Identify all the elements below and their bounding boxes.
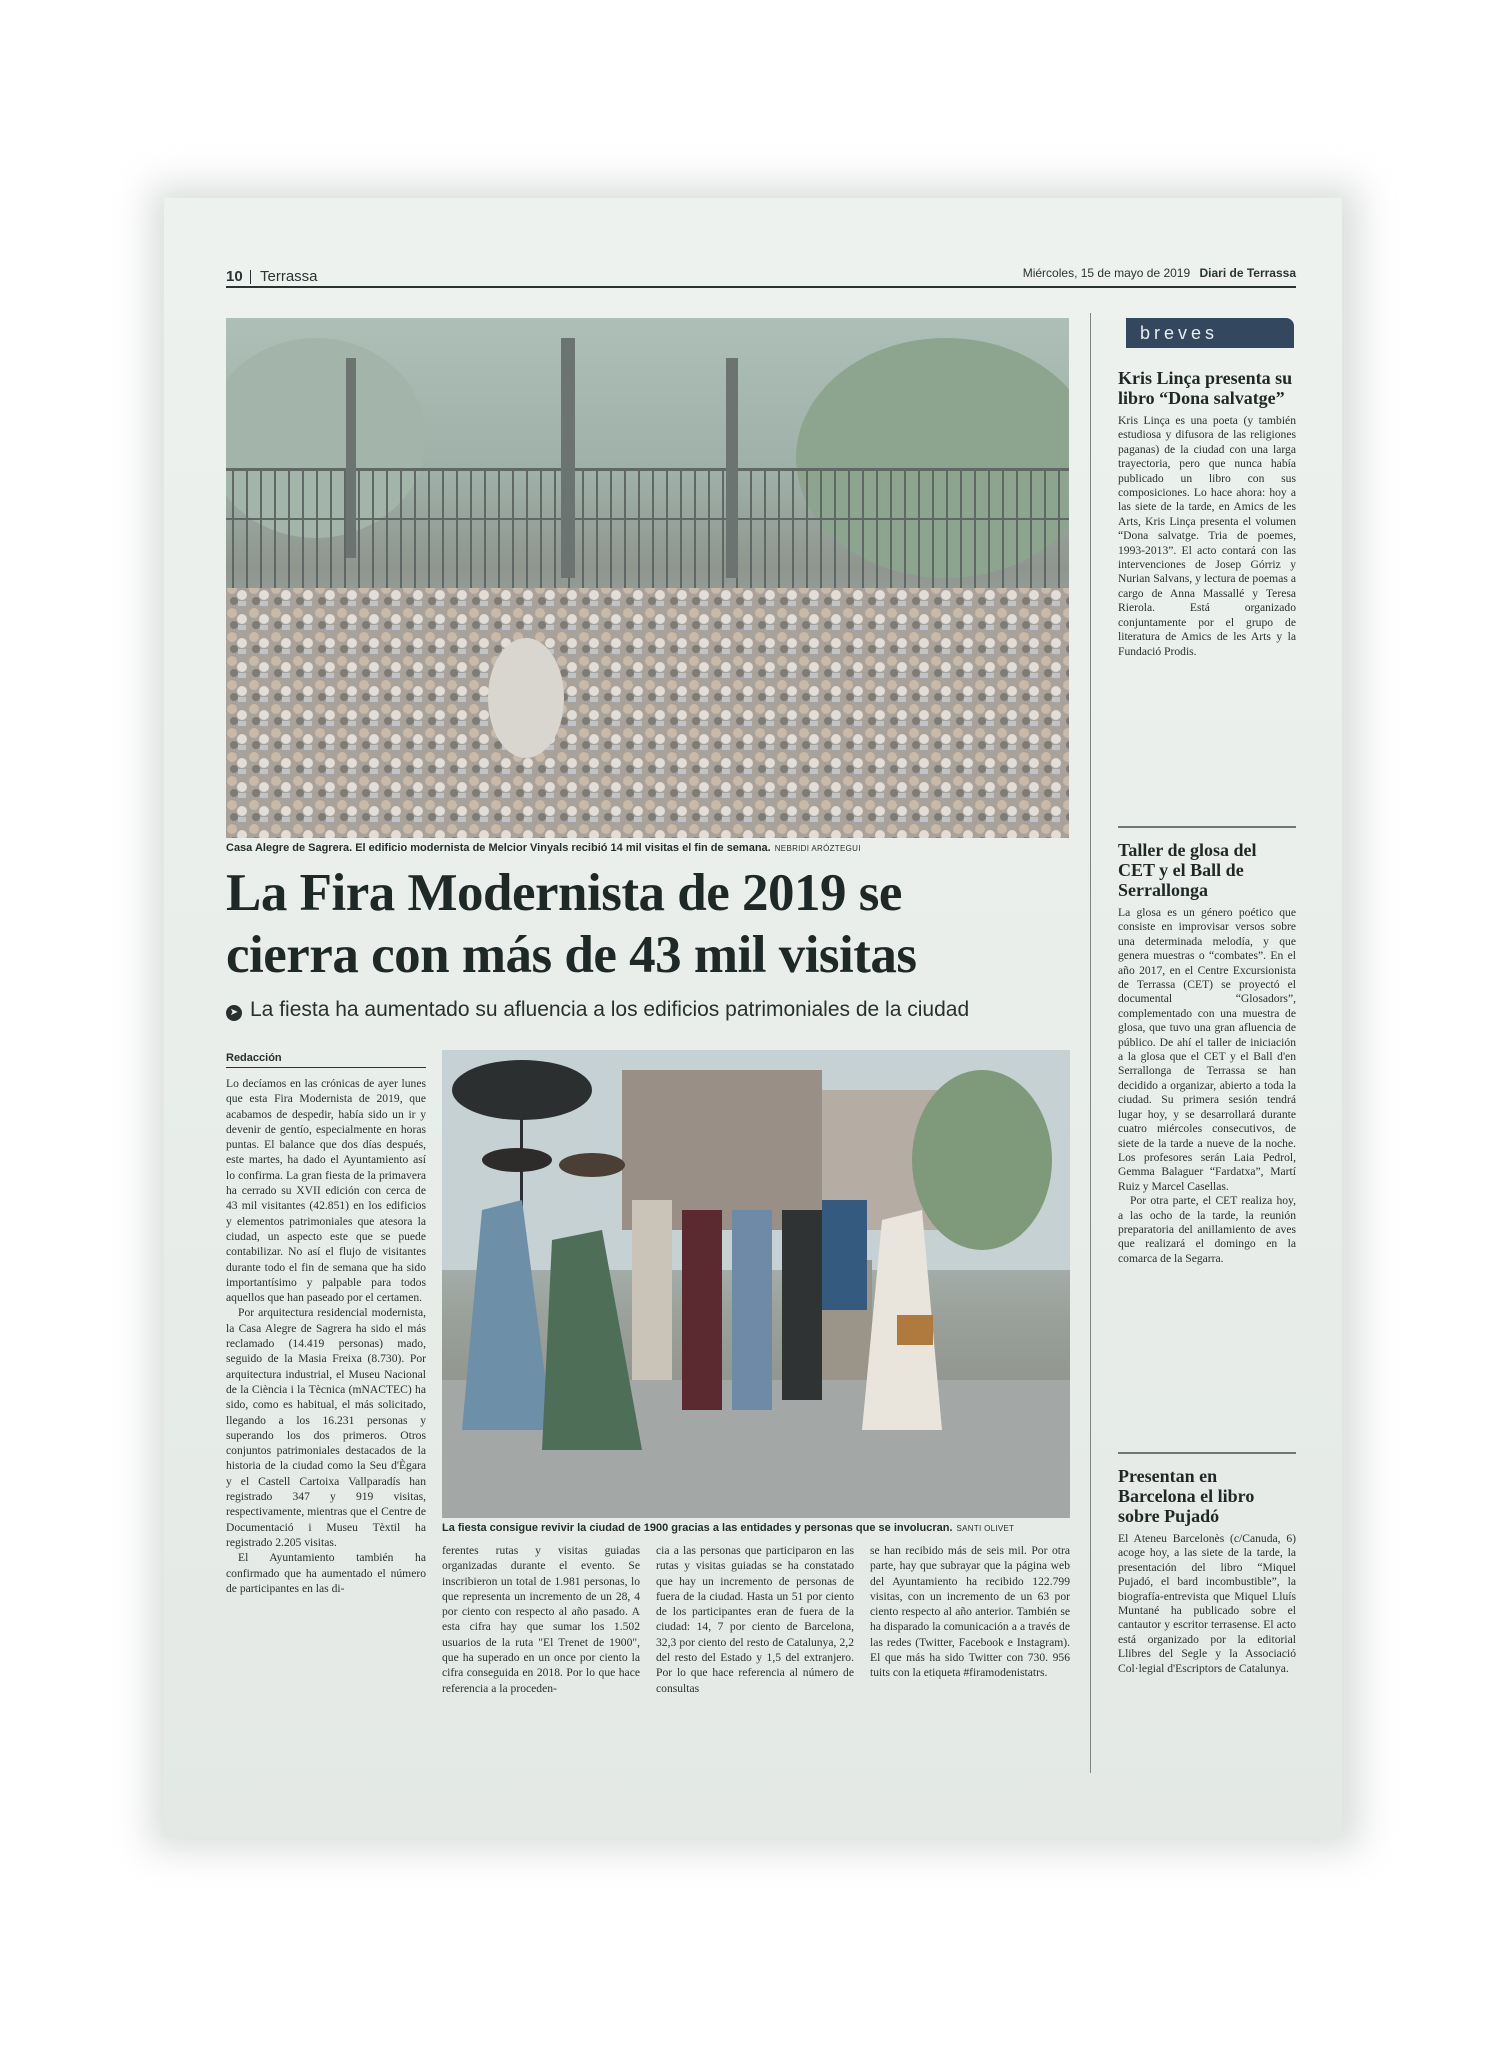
page-number: 10: [226, 268, 243, 285]
article-column-4: [870, 1543, 1070, 1681]
article-column-2: [442, 1543, 640, 1696]
byline-rule: [226, 1067, 426, 1068]
article-column-3: [656, 1543, 854, 1696]
top-photo-caption: [226, 841, 1069, 856]
bottom-caption-text: La fiesta consigue revivir la ciudad de 1900 gracias a las entidades y personas que se involucran.: [442, 1522, 953, 1534]
sidebar-divider: [1090, 313, 1091, 1773]
date-line: [924, 266, 1296, 280]
breve-2-text-2: Por otra parte, el CET realiza hoy, a las ocho de la tarde, la reunión preparatoria del anillamiento de aves que realizará el domingo en la comarca de la Segarra.: [1118, 1194, 1296, 1265]
folio-divider: [250, 270, 251, 284]
breve-3-title: Presentan en Barcelona el libro sobre Pujadó: [1118, 1466, 1255, 1526]
newspaper-name: Diari de Terrassa: [1199, 266, 1296, 280]
headline-line-1: La Fira Modernista de 2019 se: [226, 864, 902, 922]
breve-2-text: La glosa es un género poético que consiste en improvisar versos sobre una determinada melodía, y que genera muestras o “combates”. En el año 2017, en el Centre Excursionista de Terrassa (CET) se proyectó el documental “Glosadors”, complementado con una muestra de glosa, que tuvo una gran afluencia de público. De ahí el taller de iniciación a la glosa que el CET y el Ball d'en Serrallonga de Terrassa se han decidido a organizar, abierto a toda la ciudad. Su primera sesión tendrá lugar hoy, y se desarrollará durante cuatro miércoles consecutivos, de siete de la tarde a nueve de la noche. Los profesores serán Laia Pedrol, Gemma Balaguer “Fardatxa”, Martí Ruiz y Marcel Casellas.: [1118, 906, 1296, 1193]
article-subhead: [226, 998, 1076, 1022]
top-photo-credit: NEBRIDI ARÓZTEGUI: [774, 844, 861, 853]
section-name: Terrassa: [260, 268, 318, 285]
breve-item-2: [1118, 840, 1296, 1266]
breve-divider-1: [1118, 826, 1296, 828]
photo-crowd-casa-alegre: [226, 318, 1069, 838]
arrow-bullet-icon: ➤: [226, 1005, 242, 1021]
headline-line-2: cierra con más de 43 mil visitas: [226, 926, 917, 984]
bottom-photo-caption: [442, 1521, 1070, 1536]
issue-date: Miércoles, 15 de mayo de 2019: [1022, 266, 1191, 280]
column-4-text: se han recibido más de seis mil. Por otra parte, hay que subrayar que la página web del Ayuntamiento ha recibido 122.799 visitas, con un incremento de un 63 por ciento respecto al año anterior. También se ha disparado la comunicación a a través de las redes (Twitter, Facebook e Instagram). El que más ha sido Twitter con 730. 956 tuits con la etiqueta #firamodenistatrs.: [870, 1544, 1070, 1680]
article-headline: [226, 862, 1076, 986]
bottom-photo-credit: SANTI OLIVET: [956, 1524, 1015, 1533]
crowd-photo-illustration: [226, 318, 1069, 838]
breve-1-title: Kris Linça presenta su libro “Dona salvatge”: [1118, 368, 1293, 408]
breve-item-3: [1118, 1466, 1296, 1676]
subhead-text: La fiesta ha aumentado su afluencia a los edificios patrimoniales de la ciudad: [250, 998, 970, 1021]
breve-3-text: El Ateneu Barcelonès (c/Canuda, 6) acoge hoy, a las siete de la tarde, la presentación del libro “Miquel Pujadó, el bard incombustible”, la biografía-entrevista que Miquel Lluís Muntané ha publicado sobre el cantautor y escritor terrasense. El acto está organizado por la editorial Llibres del Segle y la Associació Col·legial d'Escriptors de Catalunya.: [1118, 1532, 1296, 1675]
column-2-text: ferentes rutas y visitas guiadas organizadas durante el evento. Se inscribieron un total de 1.981 personas, lo que representa un incremento de un 28, 4 por ciento con respecto al año pasado. A esta cifra hay que sumar los 1.502 usuarios de la ruta "El Trenet de 1900", que ha superado en un once por ciento la cifra conseguida en 2018. Por lo que hace referencia a la proceden-: [442, 1544, 640, 1695]
breve-2-title: Taller de glosa del CET y el Ball de Serrallonga: [1118, 840, 1257, 900]
top-caption-text: Casa Alegre de Sagrera. El edificio modernista de Melcior Vinyals recibió 14 mil visitas el fin de semana.: [226, 842, 771, 854]
byline: Redacción: [226, 1052, 282, 1064]
article-column-1: [226, 1076, 426, 1596]
header-rule: [226, 286, 1296, 288]
breve-1-text: Kris Linça es una poeta (y también estudiosa y difusora de las religiones paganas) de la ciudad con una larga trayectoria, pero que nunca había publicado un libro con sus composiciones. Lo hace ahora: hoy a las siete de la tarde, en Amics de les Arts, Kris Linça presenta el volumen “Dona salvatge. Tria de poemes, 1993-2013”. El acto contará con las intervenciones de Josep Górriz y Nurian Salvans, y lectura de poemas a cargo de Anna Massallé y Teresa Rierola. Está organizado conjuntamente por el grupo de literatura de Amics de les Arts y la Fundació Prodis.: [1118, 414, 1296, 658]
breves-tab: breves: [1126, 318, 1294, 348]
paragraph-2: Por arquitectura residencial modernista, la Casa Alegre de Sagrera ha sido el más reclamado (14.419 personas) mado, seguido de la Masia Freixa (8.730). Por arquitectura industrial, el Museu Nacional de la Ciència i la Tècnica (mNACTEC) ha sido, como es habitual, el más solicitado, llegando a los 16.231 personas y superando los dos primeros. Otros conjuntos patrimoniales destacados de la historia de la ciudad como la Seu d'Ègara y el Castell Cartoixa Vallparadís han registrado 347 y 919 visitas, respectivamente, mientras que el Centre de Documentació i Museu Tèxtil ha registrado 2.205 visitas.: [226, 1306, 426, 1549]
paragraph-1: Lo decíamos en las crónicas de ayer lunes que esta Fira Modernista de 2019, que acabamos de despedir, había sido un ir y devenir de gentío, especialmente en horas puntas. El balance que dos días después, este martes, ha dado el Ayuntamiento así lo confirma. La gran fiesta de la primavera ha cerrado su XVII edición con cerca de 43 mil visitantes (42.851) en los edificios y elementos patrimoniales que atesora la ciudad, un aspecto este que se puede contabilizar. No así el flujo de visitantes durante todo el fin de semana que ha sido importantísimo y palpable para todos aquellos que han paseado por el certamen.: [226, 1077, 426, 1305]
breve-item-1: [1118, 368, 1296, 659]
costumed-group-illustration: [442, 1050, 1070, 1518]
column-3-text: cia a las personas que participaron en las rutas y visitas guiadas se ha constatado que hay un incremento de personas de fuera de la ciudad. Hasta un 51 por ciento de los participantes eran de fuera de la ciudad: 14, 7 por ciento de Barcelona, 32,3 por ciento del resto de Catalunya, 2,2 del resto del Estado y 1,5 del extranjero. Por lo que hace referencia al número de consultas: [656, 1544, 854, 1695]
paragraph-3: El Ayuntamiento también ha confirmado que ha aumentado el número de participantes en las di-: [226, 1551, 426, 1595]
newspaper-page: [164, 198, 1342, 1838]
photo-costumed-group: [442, 1050, 1070, 1518]
breve-divider-2: [1118, 1452, 1296, 1454]
